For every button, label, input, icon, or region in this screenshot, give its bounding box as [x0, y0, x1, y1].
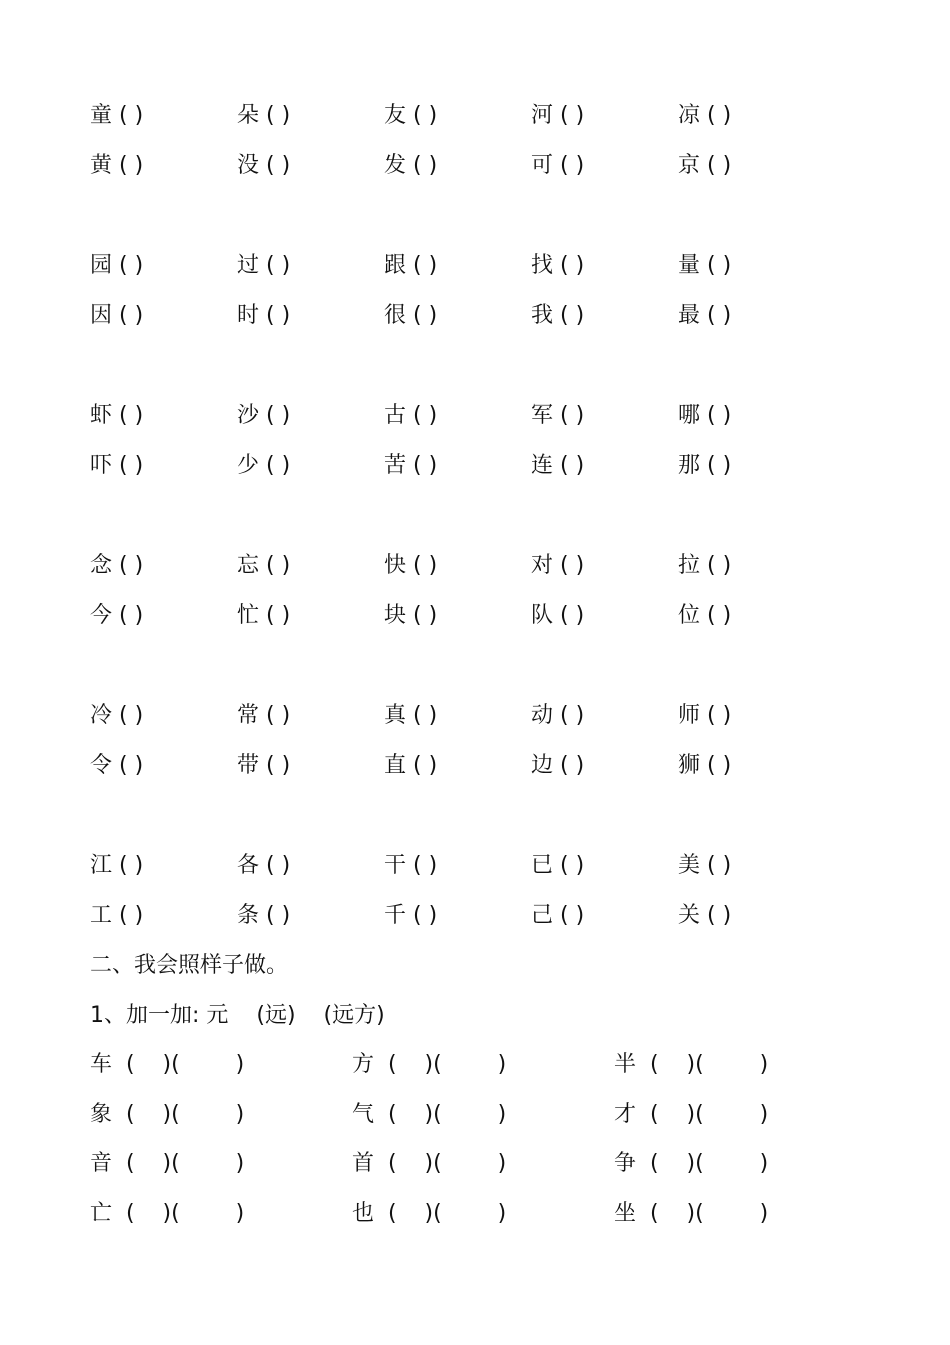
char-blank-item: 朵 ( ) — [237, 103, 291, 128]
example-line: 1、加一加: 元 (远) (远方) — [90, 1003, 385, 1028]
char-blank-item: 最 ( ) — [678, 303, 732, 328]
char-blank-item: 念 ( ) — [90, 553, 144, 578]
char-blank-item: 沙 ( ) — [237, 403, 291, 428]
section-title: 二、我会照样子做。 — [90, 953, 289, 978]
char-blank-item: 狮 ( ) — [678, 753, 732, 778]
add-char-item: 亡 ( )( ) — [90, 1201, 245, 1226]
char-blank-item: 直 ( ) — [384, 753, 438, 778]
word-row — [0, 98, 950, 134]
word-row — [0, 248, 950, 284]
char-blank-item: 忘 ( ) — [237, 553, 291, 578]
char-blank-item: 古 ( ) — [384, 403, 438, 428]
char-blank-item: 条 ( ) — [237, 903, 291, 928]
word-row — [0, 548, 950, 584]
char-blank-item: 跟 ( ) — [384, 253, 438, 278]
add-char-row — [0, 1097, 950, 1133]
char-blank-item: 童 ( ) — [90, 103, 144, 128]
char-blank-item: 京 ( ) — [678, 153, 732, 178]
char-blank-item: 令 ( ) — [90, 753, 144, 778]
word-row — [0, 898, 950, 934]
char-blank-item: 吓 ( ) — [90, 453, 144, 478]
char-blank-item: 冷 ( ) — [90, 703, 144, 728]
char-blank-item: 忙 ( ) — [237, 603, 291, 628]
char-blank-item: 没 ( ) — [237, 153, 291, 178]
add-char-item: 也 ( )( ) — [352, 1201, 507, 1226]
char-blank-item: 过 ( ) — [237, 253, 291, 278]
char-blank-item: 块 ( ) — [384, 603, 438, 628]
add-char-item: 气 ( )( ) — [352, 1102, 507, 1127]
add-char-item: 才 ( )( ) — [614, 1102, 769, 1127]
word-row — [0, 598, 950, 634]
char-blank-item: 常 ( ) — [237, 703, 291, 728]
char-blank-item: 那 ( ) — [678, 453, 732, 478]
char-blank-item: 连 ( ) — [531, 453, 585, 478]
add-char-row — [0, 1196, 950, 1232]
char-blank-item: 很 ( ) — [384, 303, 438, 328]
add-char-item: 方 ( )( ) — [352, 1052, 507, 1077]
word-row — [0, 448, 950, 484]
char-blank-item: 少 ( ) — [237, 453, 291, 478]
char-blank-item: 动 ( ) — [531, 703, 585, 728]
char-blank-item: 边 ( ) — [531, 753, 585, 778]
add-char-item: 首 ( )( ) — [352, 1151, 507, 1176]
char-blank-item: 虾 ( ) — [90, 403, 144, 428]
word-row — [0, 698, 950, 734]
add-char-row — [0, 1146, 950, 1182]
add-char-row — [0, 1047, 950, 1083]
char-blank-item: 美 ( ) — [678, 853, 732, 878]
char-blank-item: 快 ( ) — [384, 553, 438, 578]
char-blank-item: 军 ( ) — [531, 403, 585, 428]
char-blank-item: 可 ( ) — [531, 153, 585, 178]
add-char-item: 半 ( )( ) — [614, 1052, 769, 1077]
char-blank-item: 黄 ( ) — [90, 153, 144, 178]
add-char-item: 车 ( )( ) — [90, 1052, 245, 1077]
char-blank-item: 友 ( ) — [384, 103, 438, 128]
char-blank-item: 江 ( ) — [90, 853, 144, 878]
char-blank-item: 位 ( ) — [678, 603, 732, 628]
char-blank-item: 对 ( ) — [531, 553, 585, 578]
char-blank-item: 发 ( ) — [384, 153, 438, 178]
word-row — [0, 148, 950, 184]
char-blank-item: 园 ( ) — [90, 253, 144, 278]
char-blank-item: 已 ( ) — [531, 853, 585, 878]
char-blank-item: 量 ( ) — [678, 253, 732, 278]
char-blank-item: 带 ( ) — [237, 753, 291, 778]
char-blank-item: 工 ( ) — [90, 903, 144, 928]
char-blank-item: 苦 ( ) — [384, 453, 438, 478]
add-char-item: 音 ( )( ) — [90, 1151, 245, 1176]
char-blank-item: 我 ( ) — [531, 303, 585, 328]
char-blank-item: 真 ( ) — [384, 703, 438, 728]
word-row — [0, 748, 950, 784]
char-blank-item: 时 ( ) — [237, 303, 291, 328]
char-blank-item: 己 ( ) — [531, 903, 585, 928]
char-blank-item: 河 ( ) — [531, 103, 585, 128]
word-row — [0, 298, 950, 334]
word-row — [0, 398, 950, 434]
char-blank-item: 师 ( ) — [678, 703, 732, 728]
add-char-item: 象 ( )( ) — [90, 1102, 245, 1127]
char-blank-item: 拉 ( ) — [678, 553, 732, 578]
char-blank-item: 凉 ( ) — [678, 103, 732, 128]
word-row — [0, 848, 950, 884]
char-blank-item: 队 ( ) — [531, 603, 585, 628]
char-blank-item: 干 ( ) — [384, 853, 438, 878]
char-blank-item: 哪 ( ) — [678, 403, 732, 428]
char-blank-item: 千 ( ) — [384, 903, 438, 928]
char-blank-item: 今 ( ) — [90, 603, 144, 628]
add-char-item: 争 ( )( ) — [614, 1151, 769, 1176]
char-blank-item: 因 ( ) — [90, 303, 144, 328]
char-blank-item: 关 ( ) — [678, 903, 732, 928]
add-char-item: 坐 ( )( ) — [614, 1201, 769, 1226]
char-blank-item: 各 ( ) — [237, 853, 291, 878]
char-blank-item: 找 ( ) — [531, 253, 585, 278]
